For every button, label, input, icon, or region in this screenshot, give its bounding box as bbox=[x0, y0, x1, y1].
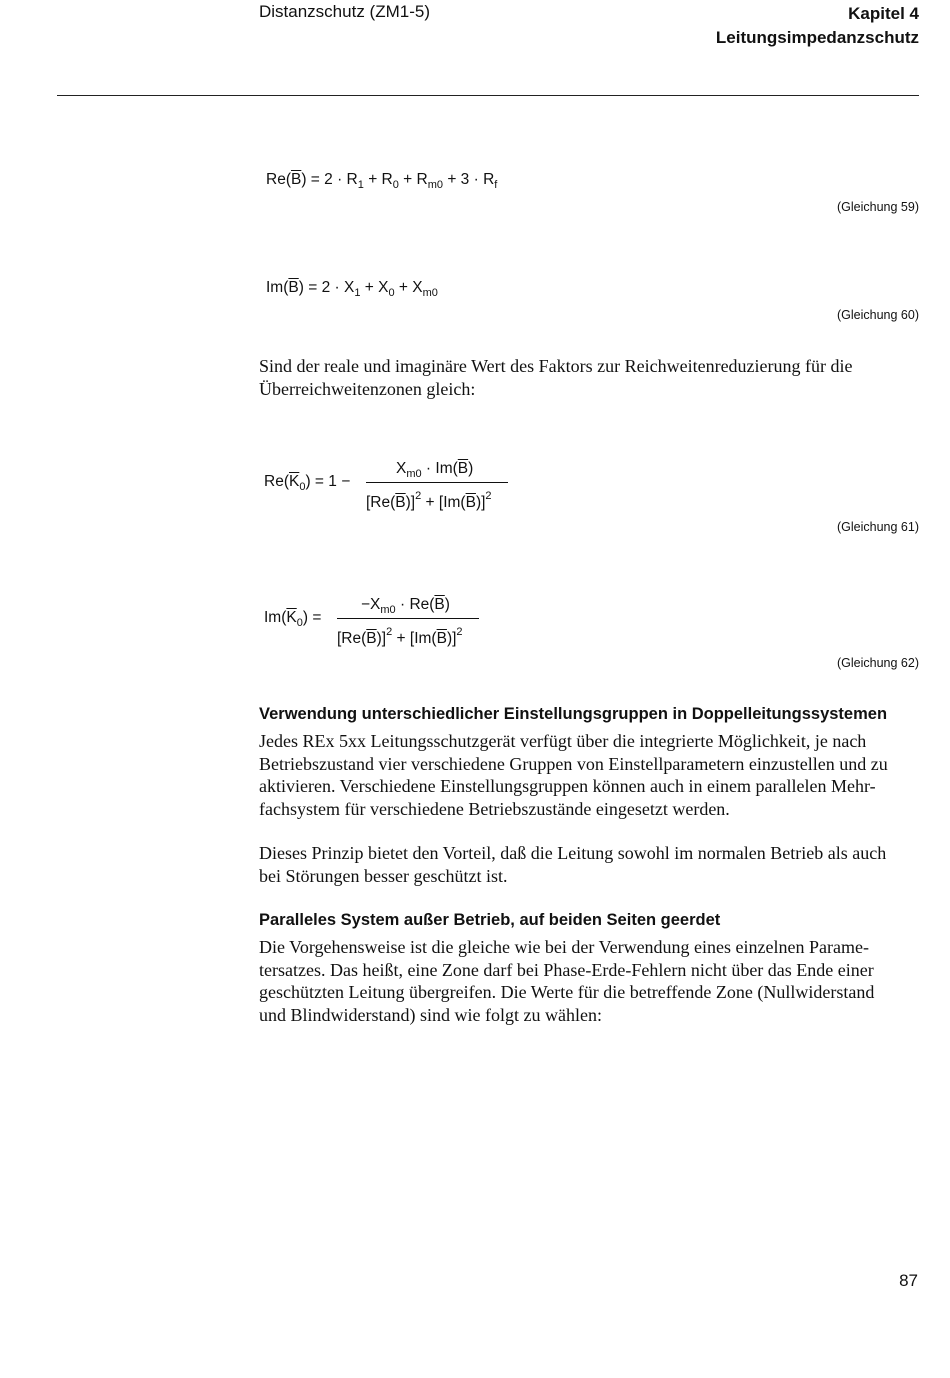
paragraph-principle-advantage: Dieses Prinzip bietet den Vorteil, daß die Leitung sowohl im normalen Betrieb als auch bei Störungen besser geschützt ist. bbox=[259, 843, 887, 886]
equation-59-label: (Gleichung 59) bbox=[837, 200, 919, 214]
equation-62-fraction-bar bbox=[337, 618, 479, 619]
paragraph-setting-groups: Jedes REx 5xx Leitungsschutzgerät verfügt über die integrierte Möglichkeit, je nach Betriebszustand vier verschiedene Gruppen von Einstellparametern einzustellen und zu aktivieren. Verschiedene Einstellungsgruppen können auch in einem parallelen Mehr- fachsystem für verschiedene Betriebszustände eingesetzt werden. bbox=[259, 731, 888, 819]
paragraph-parallel-system: Die Vorgehensweise ist die gleiche wie bei der Verwendung eines einzelnen Parame- tersatzes. Das heißt, eine Zone darf bei Phase-Erde-Fehlern nicht über das Ende einer geschützten Leitung übergreifen. Die Werte für die betreffende Zone (Nullwiderstand und Blindwiderstand) sind wie folgt zu wählen: bbox=[259, 937, 875, 1025]
equation-62-label: (Gleichung 62) bbox=[837, 656, 919, 670]
equation-61-fraction-bar bbox=[366, 482, 508, 483]
equation-59: $Re(\overline{B}) = 2 \cdot R_1 + R_0 + R_{m0} + 3 \cdot R_f$ bbox=[266, 171, 498, 191]
section-heading-setting-groups: Verwendung unterschiedlicher Einstellungsgruppen in Doppelleitungssystemen bbox=[259, 705, 888, 723]
header-section-title: Leitungsimpedanzschutz bbox=[715, 28, 919, 47]
header-chapter-title: Distanzschutz (ZM1-5) bbox=[259, 2, 430, 21]
header-chapter-number: Kapitel 4 bbox=[848, 4, 919, 23]
equation-61-numerator: $X_{m0} \cdot Im(\overline{B})$ bbox=[396, 460, 474, 480]
header-chapter-info bbox=[716, 2, 919, 50]
equation-60-label: (Gleichung 60) bbox=[837, 308, 919, 322]
equation-61-label: (Gleichung 61) bbox=[837, 520, 919, 534]
equation-62-numerator: $-X_{m0} \cdot Re(\overline{B})$ bbox=[361, 596, 450, 616]
section-heading-parallel-system: Paralleles System außer Betrieb, auf beiden Seiten geerdet bbox=[259, 911, 721, 929]
header-divider bbox=[57, 95, 919, 96]
page-number: 87 bbox=[899, 1271, 918, 1290]
equation-62-lhs: $Im(\overline{K}_0)$ = bbox=[264, 609, 322, 629]
equation-61-lhs: $Re(\overline{K}_0) = 1$ − bbox=[264, 473, 351, 493]
intro-paragraph: Sind der reale und imaginäre Wert des Faktors zur Reichweitenreduzierung für die Überreichweitenzonen gleich: bbox=[259, 356, 853, 399]
equation-60: $Im(\overline{B}) = 2 \cdot X_1 + X_0 + X_{m0}$ bbox=[266, 279, 438, 299]
equation-61-denominator: $[Re(\overline{B})]^2 + [Im(\overline{B})]^2$ bbox=[366, 490, 492, 511]
equation-62-denominator: $[Re(\overline{B})]^2 + [Im(\overline{B})]^2$ bbox=[337, 626, 463, 647]
